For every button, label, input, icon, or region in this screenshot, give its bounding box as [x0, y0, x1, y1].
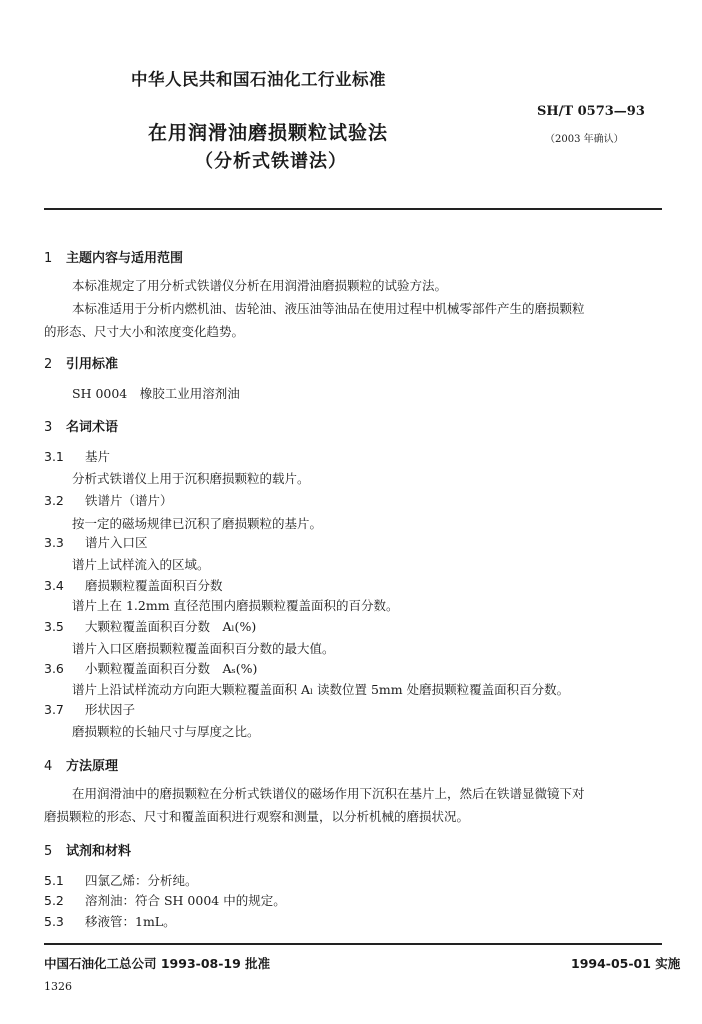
item-text: 溶剂油：符合 SH 0004 中的规定。	[85, 893, 286, 908]
term-heading	[44, 659, 257, 677]
term-number: 3.6	[44, 661, 64, 676]
term-number: 3.2	[44, 493, 64, 508]
section-1-heading	[44, 247, 183, 266]
term-number: 3.5	[44, 619, 64, 634]
item-number: 5.3	[44, 914, 64, 929]
material-item	[44, 912, 176, 930]
page-number: 1326	[44, 980, 72, 993]
term-heading	[44, 491, 173, 509]
term-number: 3.4	[44, 578, 64, 593]
section-number: 4	[44, 759, 53, 774]
term-name: 铁谱片（谱片）	[85, 493, 173, 508]
document-subtitle: （分析式铁谱法）	[195, 151, 347, 172]
section-number: 3	[44, 420, 53, 435]
document-title: 在用润滑油磨损颗粒试验法	[148, 122, 389, 144]
paragraph: 的形态、尺寸大小和浓度变化趋势。	[44, 324, 245, 339]
section-2-heading	[44, 353, 118, 372]
item-text: 移液管：1mL。	[85, 914, 176, 929]
term-number: 3.3	[44, 535, 64, 550]
paragraph: 本标准规定了用分析式铁谱仪分析在用润滑油磨损颗粒的试验方法。	[72, 278, 448, 293]
section-number: 5	[44, 844, 53, 859]
approval-info: 中国石油化工总公司 1993-08-19 批准	[44, 956, 271, 971]
material-item	[44, 891, 286, 909]
term-heading	[44, 533, 148, 551]
term-definition: 谱片上在 1.2mm 直径范围内磨损颗粒覆盖面积的百分数。	[72, 598, 399, 613]
section-title: 试剂和材料	[66, 844, 132, 859]
term-number: 3.1	[44, 449, 64, 464]
item-text: 四氯乙烯：分析纯。	[85, 873, 198, 888]
term-heading	[44, 447, 110, 465]
section-title: 主题内容与适用范围	[66, 251, 184, 266]
term-name: 形状因子	[85, 702, 136, 717]
issuing-organization: 中华人民共和国石油化工行业标准	[131, 70, 386, 89]
section-4-heading	[44, 755, 118, 774]
item-number: 5.1	[44, 873, 64, 888]
term-definition: 谱片入口区磨损颗粒覆盖面积百分数的最大值。	[72, 641, 335, 656]
item-number: 5.2	[44, 893, 64, 908]
section-3-heading	[44, 416, 118, 435]
footer-divider	[44, 943, 662, 945]
section-title: 名词术语	[66, 420, 119, 435]
header-divider	[44, 208, 662, 210]
term-definition: 按一定的磁场规律已沉积了磨损颗粒的基片。	[72, 516, 323, 531]
term-name: 小颗粒覆盖面积百分数 Aₛ(%)	[85, 661, 258, 676]
term-name: 谱片入口区	[85, 535, 148, 550]
paragraph: 本标准适用于分析内燃机油、齿轮油、液压油等油品在使用过程中机械零部件产生的磨损颗粒	[72, 301, 585, 316]
term-number: 3.7	[44, 702, 64, 717]
term-name: 大颗粒覆盖面积百分数 Aₗ(%)	[85, 619, 257, 634]
implementation-date: 1994-05-01 实施	[571, 956, 681, 971]
section-number: 2	[44, 357, 53, 372]
term-definition: 磨损颗粒的长轴尺寸与厚度之比。	[72, 724, 260, 739]
section-number: 1	[44, 251, 53, 266]
term-definition: 分析式铁谱仪上用于沉积磨损颗粒的载片。	[72, 471, 310, 486]
material-item	[44, 871, 198, 889]
term-definition: 谱片上试样流入的区域。	[72, 557, 210, 572]
standard-code: SH/T 0573—93	[537, 104, 645, 119]
paragraph: 在用润滑油中的磨损颗粒在分析式铁谱仪的磁场作用下沉积在基片上，然后在铁谱显微镜下对	[72, 786, 585, 801]
term-heading	[44, 700, 135, 718]
term-heading	[44, 617, 256, 635]
term-definition: 谱片上沿试样流动方向距大颗粒覆盖面积 Aₗ 读数位置 5mm 处磨损颗粒覆盖面积百分数。	[72, 682, 570, 697]
term-heading	[44, 576, 223, 594]
section-5-heading	[44, 840, 131, 859]
confirmation-year: （2003 年确认）	[545, 134, 624, 145]
term-name: 磨损颗粒覆盖面积百分数	[85, 578, 223, 593]
term-name: 基片	[85, 449, 111, 464]
section-title: 方法原理	[66, 759, 119, 774]
section-title: 引用标准	[66, 357, 119, 372]
paragraph: 磨损颗粒的形态、尺寸和覆盖面积进行观察和测量，以分析机械的磨损状况。	[44, 809, 470, 824]
reference-standard: SH 0004 橡胶工业用溶剂油	[72, 386, 240, 401]
